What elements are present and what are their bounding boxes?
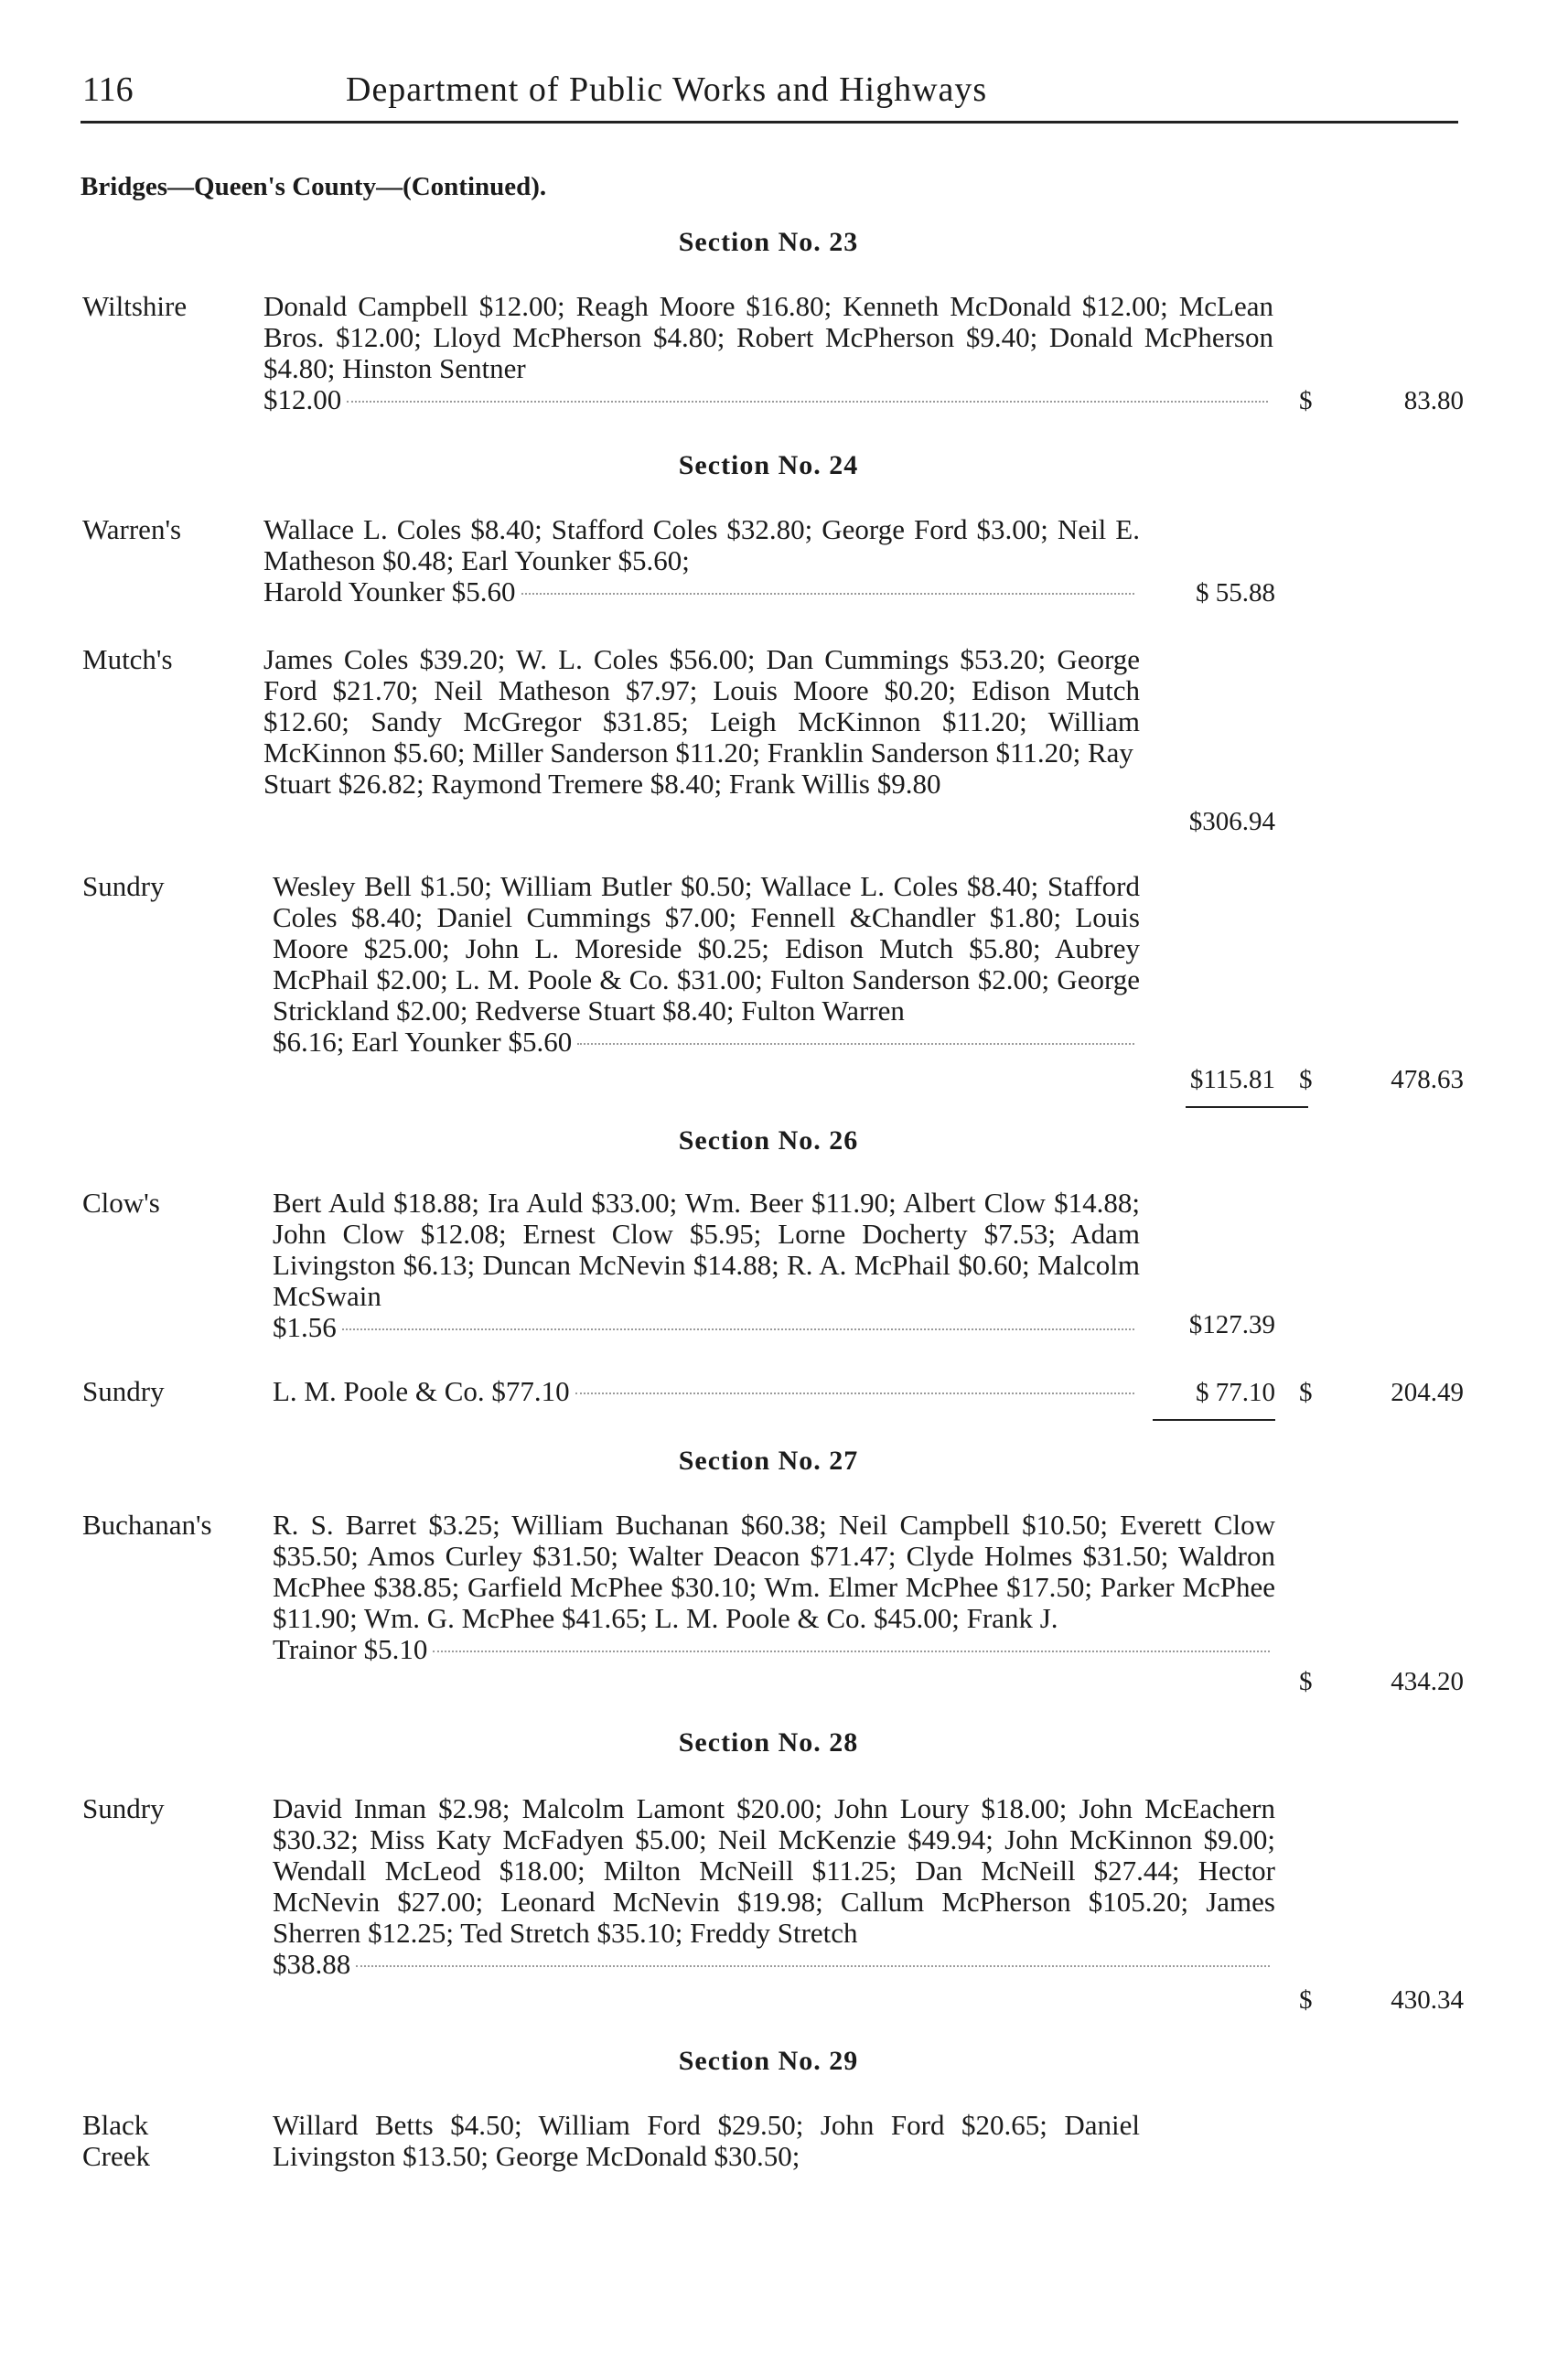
entry-text: Bert Auld $18.88; Ira Auld $33.00; Wm. Beer $11.90; Albert Clow $14.88; John Clow $12.08; Ernest Clow $5.95; Lorne Docherty $7.53; Adam Livingston $6.13; Duncan McNevin $14.88; R. A. McPhail $0.60; Malcolm McSwain [273,1187,1140,1312]
ledger-entry [273,2110,1140,2172]
entry-subtotal: $ 77.10 [1196,1378,1275,1407]
entry-last-line [273,1312,1140,1343]
entry-subtotal: $115.81 [1189,1065,1275,1094]
dot-leader [347,401,1268,403]
entry-last-text: Trainor $5.10 [273,1633,428,1665]
place-name: Sundry [82,1792,165,1824]
dot-leader [575,1393,1134,1394]
entry-last-text: L. M. Poole & Co. $77.10 [273,1375,570,1407]
section-title: Section No. 23 [678,227,859,257]
place-name: Buchanan's [82,1509,212,1541]
header-rule [81,121,1458,124]
place-name: Mutch's [82,643,173,675]
total-dollar-sign: $ [1299,1985,1313,2015]
place-name: Clow's [82,1187,160,1219]
ledger-entry [263,291,1273,415]
running-title: Department of Public Works and Highways [346,70,988,109]
entry-text: David Inman $2.98; Malcolm Lamont $20.00; John Loury $18.00; John McEachern $30.32; Miss Katy McFadyen $5.00; Neil McKenzie $49.94; John McKinnon $9.00; Wendall McLeod $18.00; Milton McNeill $11.25; Dan McNeill $27.44; Hector McNevin $27.00; Leonard McNevin $19.98; Callum McPherson $105.20; James Sherren $12.25; Ted Stretch $35.10; Freddy Stretch [273,1792,1275,1949]
total-dollar-sign: $ [1299,386,1313,415]
entry-subtotal: $127.39 [1188,1310,1275,1339]
section-total: 204.49 [1391,1378,1464,1407]
entry-last-text: $6.16; Earl Younker $5.60 [273,1026,573,1058]
ledger-entry [263,644,1140,800]
section-total: 430.34 [1391,1985,1464,2015]
dot-leader [433,1651,1270,1652]
entry-text: James Coles $39.20; W. L. Coles $56.00; Dan Cummings $53.20; George Ford $21.70; Neil Matheson $7.97; Louis Moore $0.20; Edison Mutch $12.60; Sandy McGregor $31.85; Leigh McKinnon $11.20; William McKinnon $5.60; Miller Sanderson $11.20; Franklin Sanderson $11.20; Ray [263,643,1140,769]
place-name: Wiltshire [82,290,188,322]
entry-last-line [273,1634,1275,1665]
total-dollar-sign: $ [1299,1667,1313,1696]
entry-text: Willard Betts $4.50; William Ford $29.50; John Ford $20.65; Daniel Livingston $13.50; George McDonald $30.50; [273,2109,1140,2172]
continuation-heading: Bridges—Queen's County—(Continued). [81,172,547,201]
ledger-entry [273,871,1140,1058]
ledger-entry [273,1510,1275,1665]
entry-last-text: $38.88 [273,1948,351,1980]
place-name: Sundry [82,1375,165,1407]
entry-subtotal: $306.94 [1188,807,1275,836]
entry-last-line [263,384,1273,415]
ledger-entry [273,1188,1140,1343]
entry-text: Wallace L. Coles $8.40; Stafford Coles $32.80; George Ford $3.00; Neil E. Matheson $0.48; Earl Younker $5.60; [263,513,1140,576]
dot-leader [521,593,1134,595]
ledger-entry [273,1376,1140,1407]
section-title: Section No. 24 [678,450,859,480]
section-title: Section No. 28 [678,1727,859,1758]
dot-leader [577,1043,1134,1045]
dot-leader [356,1965,1270,1967]
place-name: Black Creek [82,2109,151,2172]
entry-last-line [263,576,1140,608]
entry-last-line [273,1376,1140,1407]
dot-leader [342,1328,1134,1330]
entry-last-text: Harold Younker $5.60 [263,575,516,608]
section-title: Section No. 29 [678,2046,859,2076]
entry-last-line [263,769,1140,800]
section-total: 478.63 [1391,1065,1464,1094]
page-number: 116 [82,70,134,109]
section-total: 83.80 [1403,386,1464,415]
entry-last-text: $12.00 [263,383,342,415]
place-name: Warren's [82,513,182,545]
entry-last-line [273,1027,1140,1058]
sum-rule [1153,1419,1275,1421]
entry-last-text: $1.56 [273,1311,337,1343]
total-dollar-sign: $ [1299,1065,1313,1094]
entry-last-text: Stuart $26.82; Raymond Tremere $8.40; Frank Willis $9.80 [263,768,941,800]
section-title: Section No. 27 [678,1446,859,1476]
total-dollar-sign: $ [1299,1378,1313,1407]
entry-subtotal: $ 55.88 [1196,578,1275,608]
section-total: 434.20 [1391,1667,1464,1696]
entry-text: Wesley Bell $1.50; William Butler $0.50; Wallace L. Coles $8.40; Stafford Coles $8.40; Daniel Cummings $7.00; Fennell &Chandler $1.80; Louis Moore $25.00; John L. Moreside $0.25; Edison Mutch $5.80; Aubrey McPhail $2.00; L. M. Poole & Co. $31.00; Fulton Sanderson $2.00; George Strickland $2.00; Redverse Stuart $8.40; Fulton Warren [273,870,1140,1027]
sum-rule [1186,1106,1308,1108]
ledger-entry [273,1793,1275,1980]
entry-last-line [273,1949,1275,1980]
entry-text: Donald Campbell $12.00; Reagh Moore $16.80; Kenneth McDonald $12.00; McLean Bros. $12.00; Lloyd McPherson $4.80; Robert McPherson $9.40; Donald McPherson $4.80; Hinston Sentner [263,290,1273,384]
place-name: Sundry [82,870,165,902]
ledger-entry [263,514,1140,608]
entry-text: R. S. Barret $3.25; William Buchanan $60.38; Neil Campbell $10.50; Everett Clow $35.50; Amos Curley $31.50; Walter Deacon $71.47; Clyde Holmes $31.50; Waldron McPhee $38.85; Garfield McPhee $30.10; Wm. Elmer McPhee $17.50; Parker McPhee $11.90; Wm. G. McPhee $41.65; L. M. Poole & Co. $45.00; Frank J. [273,1509,1275,1634]
section-title: Section No. 26 [678,1125,859,1156]
